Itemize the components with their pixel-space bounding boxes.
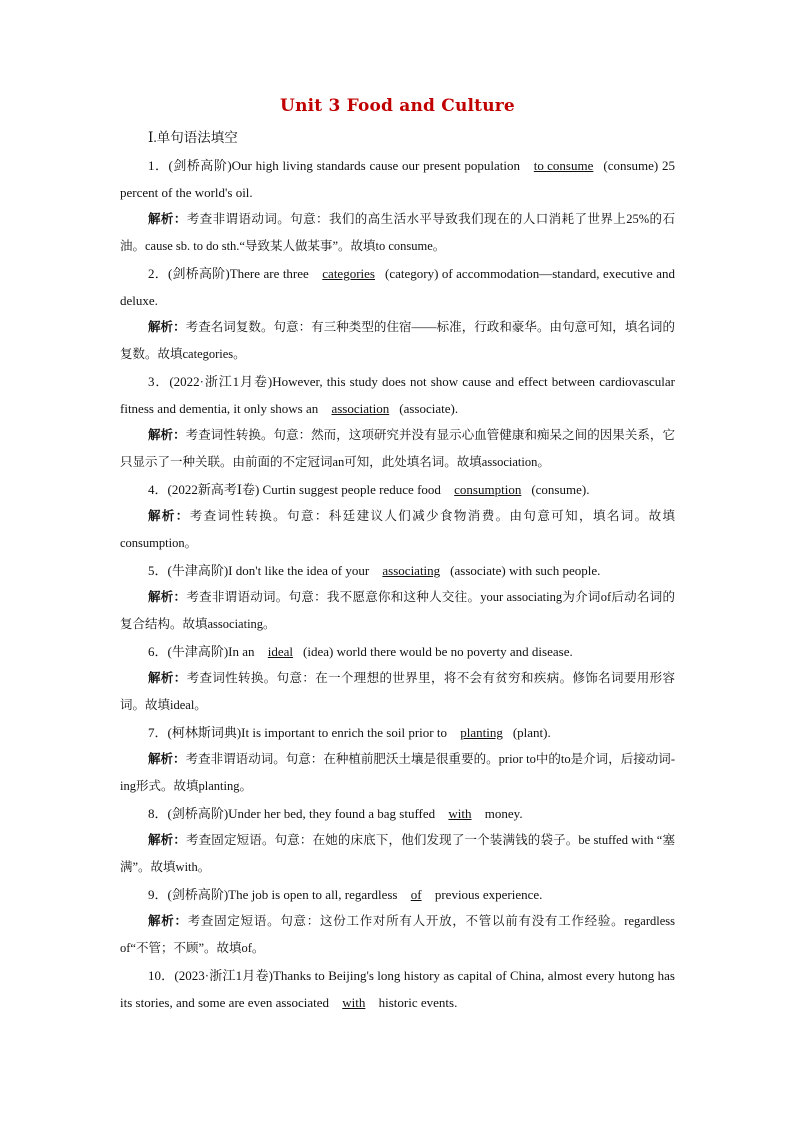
analysis-body: 考查非谓语动词。句意：我不愿意你和这种人交往。your associating为介词of后动名词的复合结构。故填associating。 bbox=[120, 590, 675, 631]
question-number: 10． bbox=[148, 968, 175, 983]
analysis-label: 解析： bbox=[148, 590, 187, 604]
analysis-body: 考查词性转换。句意：科廷建议人们减少食物消费。由句意可知，填名词。故填consumption。 bbox=[120, 509, 675, 550]
question-prefix: (剑桥高阶)There are three bbox=[167, 266, 313, 281]
analysis-body: 考查非谓语动词。句意：我们的高生活水平导致我们现在的人口消耗了世界上25%的石油。cause sb. to do sth.“导致某人做某事”。故填to consume。 bbox=[120, 212, 675, 253]
question-suffix: historic events. bbox=[375, 995, 458, 1010]
analysis-text bbox=[120, 665, 675, 719]
question-prefix: (剑桥高阶)Our high living standards cause our present population bbox=[168, 158, 524, 173]
exercise-list bbox=[120, 152, 675, 1016]
answer-blank: with bbox=[342, 995, 366, 1010]
question-text bbox=[120, 719, 675, 746]
question-suffix: (associate). bbox=[399, 401, 459, 416]
document-page bbox=[120, 96, 675, 1016]
analysis-body: 考查非谓语动词。句意：在种植前肥沃土壤是很重要的。prior to中的to是介词，后接动词-ing形式。故填planting。 bbox=[120, 752, 675, 793]
question-suffix: (idea) world there would be no poverty and disease. bbox=[303, 644, 573, 659]
answer-blank: to consume bbox=[533, 158, 594, 173]
analysis-label: 解析： bbox=[148, 320, 186, 334]
question-prefix: (柯林斯词典)It is important to enrich the soil prior to bbox=[167, 725, 451, 740]
question-number: 6． bbox=[148, 644, 168, 659]
question-suffix: previous experience. bbox=[431, 887, 543, 902]
question-text bbox=[120, 800, 675, 827]
exercise-item bbox=[120, 557, 675, 638]
question-suffix: (consume) 25 percent of the world's oil. bbox=[120, 158, 675, 200]
question-number: 8． bbox=[148, 806, 168, 821]
question-text bbox=[120, 881, 675, 908]
analysis-text bbox=[120, 503, 675, 557]
question-prefix: (2023·浙江1月卷)Thanks to Beijing's long history as capital of China, almost every hutong has its stories, and some are even associated bbox=[120, 968, 675, 1010]
exercise-item bbox=[120, 152, 675, 260]
question-number: 5． bbox=[148, 563, 168, 578]
exercise-item bbox=[120, 719, 675, 800]
question-suffix: (plant). bbox=[512, 725, 551, 740]
answer-blank: ideal bbox=[267, 644, 294, 659]
analysis-text bbox=[120, 422, 675, 476]
analysis-text bbox=[120, 746, 675, 800]
answer-blank: association bbox=[331, 401, 390, 416]
analysis-body: 考查词性转换。句意：然而，这项研究并没有显示心血管健康和痴呆之间的因果关系，它只显示了一种关联。由前面的不定冠词an可知，此处填名词。故填association。 bbox=[120, 428, 675, 469]
question-suffix: (associate) with such people. bbox=[450, 563, 601, 578]
question-prefix: (剑桥高阶)The job is open to all, regardless bbox=[167, 887, 401, 902]
question-number: 1． bbox=[148, 158, 169, 173]
question-text bbox=[120, 557, 675, 584]
analysis-label: 解析： bbox=[148, 914, 188, 928]
analysis-text bbox=[120, 314, 675, 368]
analysis-label: 解析： bbox=[148, 428, 186, 442]
question-text bbox=[120, 260, 675, 314]
question-number: 9． bbox=[148, 887, 168, 902]
answer-blank: with bbox=[448, 806, 472, 821]
answer-blank: categories bbox=[322, 266, 375, 281]
analysis-label: 解析： bbox=[148, 671, 187, 685]
answer-blank: planting bbox=[460, 725, 503, 740]
exercise-item bbox=[120, 638, 675, 719]
exercise-item bbox=[120, 962, 675, 1016]
exercise-item bbox=[120, 800, 675, 881]
question-text bbox=[120, 476, 675, 503]
analysis-label: 解析： bbox=[148, 212, 187, 226]
exercise-item bbox=[120, 260, 675, 368]
analysis-text bbox=[120, 908, 675, 962]
question-prefix: (2022新高考Ⅰ卷) Curtin suggest people reduce food bbox=[167, 482, 445, 497]
page-title: Unit 3 Food and Culture bbox=[280, 96, 515, 116]
analysis-label: 解析： bbox=[148, 833, 186, 847]
question-number: 7． bbox=[148, 725, 168, 740]
question-suffix: money. bbox=[481, 806, 523, 821]
question-text bbox=[120, 962, 675, 1016]
question-suffix: (consume). bbox=[531, 482, 590, 497]
analysis-body: 考查固定短语。句意：在她的床底下，他们发现了一个装满钱的袋子。be stuffed with “塞满”。故填with。 bbox=[120, 833, 675, 874]
question-text bbox=[120, 152, 675, 206]
section-heading: Ⅰ.单句语法填空 bbox=[148, 130, 238, 145]
answer-blank: of bbox=[410, 887, 422, 902]
analysis-text bbox=[120, 206, 675, 260]
question-prefix: (牛津高阶)In an bbox=[167, 644, 258, 659]
exercise-item bbox=[120, 368, 675, 476]
exercise-item bbox=[120, 476, 675, 557]
question-prefix: (牛津高阶)I don't like the idea of your bbox=[167, 563, 373, 578]
question-text bbox=[120, 368, 675, 422]
question-number: 2． bbox=[148, 266, 168, 281]
question-prefix: (2022·浙江1月卷)However, this study does not show cause and effect between cardiovascular fitness and dementia, it only shows an bbox=[120, 374, 675, 416]
exercise-item bbox=[120, 881, 675, 962]
analysis-body: 考查名词复数。句意：有三种类型的住宿——标准，行政和豪华。由句意可知，填名词的复数。故填categories。 bbox=[120, 320, 675, 361]
analysis-body: 考查固定短语。句意：这份工作对所有人开放，不管以前有没有工作经验。regardless of“不管；不顾”。故填of。 bbox=[120, 914, 675, 955]
question-number: 3． bbox=[148, 374, 170, 389]
question-text bbox=[120, 638, 675, 665]
analysis-body: 考查词性转换。句意：在一个理想的世界里，将不会有贫穷和疾病。修饰名词要用形容词。故填ideal。 bbox=[120, 671, 675, 712]
answer-blank: consumption bbox=[454, 482, 522, 497]
analysis-label: 解析： bbox=[148, 509, 190, 523]
analysis-text bbox=[120, 584, 675, 638]
question-number: 4． bbox=[148, 482, 168, 497]
question-prefix: (剑桥高阶)Under her bed, they found a bag stuffed bbox=[167, 806, 439, 821]
analysis-label: 解析： bbox=[148, 752, 186, 766]
analysis-text bbox=[120, 827, 675, 881]
answer-blank: associating bbox=[382, 563, 441, 578]
question-suffix: (category) of accommodation—standard, executive and deluxe. bbox=[120, 266, 675, 308]
